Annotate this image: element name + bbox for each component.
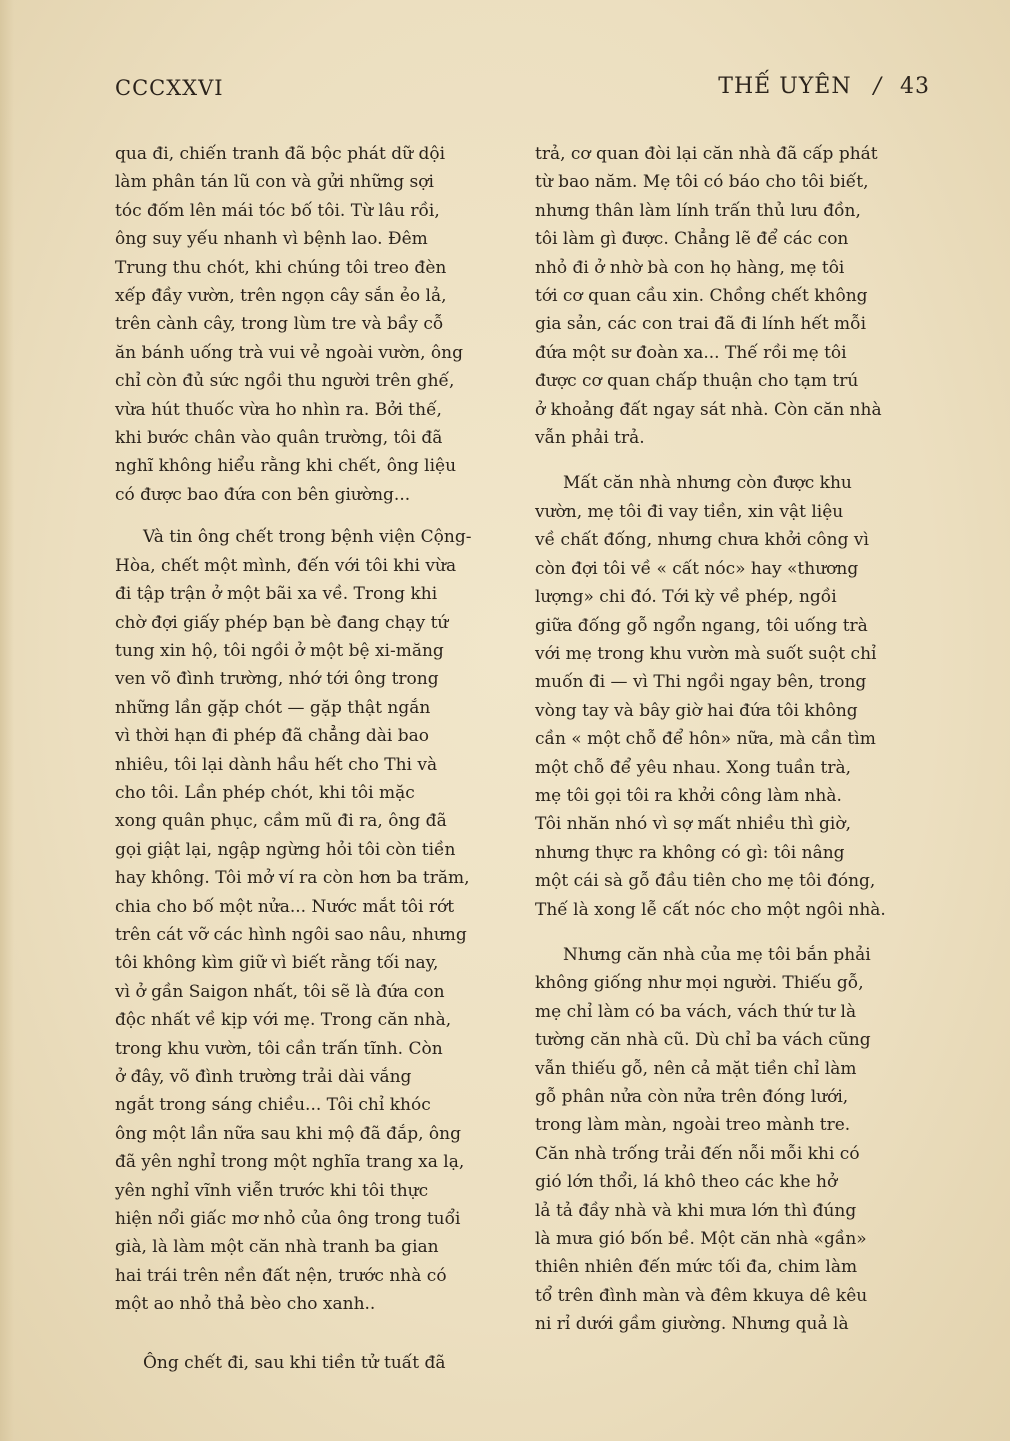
page-edge-shadow bbox=[0, 0, 14, 1441]
paragraph: Và tin ông chết trong bệnh viện Cộng- Hòa, chết một mình, đến với tôi khi vừa đi tập trận ở một bãi xa về. Trong khi chờ đợi giấy phép bạn bè đang chạy tứ tung xin hộ, tôi ngồi ở một bệ xi-măng ven võ đình trường, nhớ tới ông trong những lần gặp chót — gặp thật ngắn vì thời hạn đi phép đã chẳng dài bao nhiêu, tôi lại dành hầu hết cho Thi và cho tôi. Lần phép chót, khi tôi mặc xong quân phục, cầm mũ đi ra, ông đã gọi giật lại, ngập ngừng hỏi tôi còn tiền hay không. Tôi mở ví ra còn hơn ba trăm, chia cho bố một nửa... Nước mắt tôi rớt trên cát vỡ các hình ngôi sao nâu, nhưng tôi không kìm giữ vì biết rằng tối nay, vì ở gần Saigon nhất, tôi sẽ là đứa con độc nhất về kịp với mẹ. Trong căn nhà, trong khu vườn, tôi cần trấn tĩnh. Còn ở đây, võ đình trường trải dài vắng ngắt trong sáng chiều... Tôi chỉ khóc ông một lần nữa sau khi mộ đã đắp, ông đã yên nghỉ trong một nghĩa trang xa lạ, yên nghỉ vĩnh viễn trước khi tôi thực hiện nổi giấc mơ nhỏ của ông trong tuổi già, là làm một căn nhà tranh ba gian hai trái trên nền đất nện, trước nhà có một ao nhỏ thả bèo cho xanh.. bbox=[115, 527, 472, 1315]
paragraph: trả, cơ quan đòi lại căn nhà đã cấp phát từ bao năm. Mẹ tôi có báo cho tôi biết, nhưng thân làm lính trấn thủ lưu đồn, tôi làm gì được. Chẳng lẽ để các con nhỏ đi ở nhờ bà con họ hàng, mẹ tôi tới cơ quan cầu xin. Chồng chết không gia sản, các con trai đã đi lính hết mỗi đứa một sư đoàn xa... Thế rồi mẹ tôi được cơ quan chấp thuận cho tạm trú ở khoảng đất ngay sát nhà. Còn căn nhà vẫn phải trả. bbox=[535, 144, 882, 449]
paragraph: qua đi, chiến tranh đã bộc phát dữ dội làm phân tán lũ con và gửi những sợi tóc đốm lên mái tóc bố tôi. Từ lâu rồi, ông suy yếu nhanh vì bệnh lao. Đêm Trung thu chót, khi chúng tôi treo đèn xếp đầy vườn, trên ngọn cây sắn ẻo lả, trên cành cây, trong lùm tre và bầy cỗ ăn bánh uống trà vui vẻ ngoài vườn, ông chỉ còn đủ sức ngồi thu người trên ghế, vừa hút thuốc vừa ho nhìn ra. Bởi thế, khi bước chân vào quân trường, tôi đã nghĩ không hiểu rằng khi chết, ông liệu có được bao đứa con bên giường... bbox=[115, 144, 464, 505]
header-separator: / bbox=[873, 74, 882, 99]
chapter-number: CCCXXVI bbox=[115, 76, 224, 100]
running-title: THẾ UYÊN bbox=[718, 74, 852, 99]
paragraph: Nhưng căn nhà của mẹ tôi bắn phải không giống như mọi người. Thiếu gỗ, mẹ chỉ làm có ba vách, vách thứ tư là tường căn nhà cũ. Dù chỉ ba vách cũng vẫn thiếu gỗ, nên cả mặt tiền chỉ làm gỗ phân nửa còn nửa trên đóng lưới, trong làm màn, ngoài treo mành tre. Căn nhà trống trải đến nỗi mỗi khi có gió lớn thổi, lá khô theo các khe hở lả tả đầy nhà và khi mưa lớn thì đúng là mưa gió bốn bề. Một căn nhà «gần» thiên nhiên đến mức tối đa, chim làm tổ trên đình màn và đêm kkuya dê kêu ni rỉ dưới gầm giường. Nhưng quả là bbox=[535, 944, 871, 1335]
paragraph: Mất căn nhà nhưng còn được khu vườn, mẹ tôi đi vay tiền, xin vật liệu về chất đống, nhưng chưa khởi công vì còn đợi tôi về « cất nóc» hay «thương lượng» chi đó. Tới kỳ về phép, ngồi giữa đống gỗ ngổn ngang, tôi uống trà với mẹ trong khu vườn mà suốt suột chỉ muốn đi — vì Thi ngồi ngay bên, trong vòng tay và bây giờ hai đứa tôi không cần « một chỗ để hôn» nữa, mà cần tìm một chỗ để yêu nhau. Xong tuần trà, mẹ tôi gọi tôi ra khởi công làm nhà. Tôi nhăn nhó vì sợ mất nhiều thì giờ, nhưng thực ra không có gì: tôi nâng một cái sà gỗ đầu tiên cho mẹ tôi đóng, Thế là xong lễ cất nóc cho một ngôi nhà. bbox=[535, 473, 886, 920]
page-number: 43 bbox=[900, 74, 930, 99]
paragraph: Ông chết đi, sau khi tiền tử tuất đã bbox=[143, 1352, 446, 1373]
left-text-column bbox=[115, 140, 505, 1377]
running-header bbox=[718, 74, 930, 99]
right-text-column bbox=[535, 140, 930, 1339]
